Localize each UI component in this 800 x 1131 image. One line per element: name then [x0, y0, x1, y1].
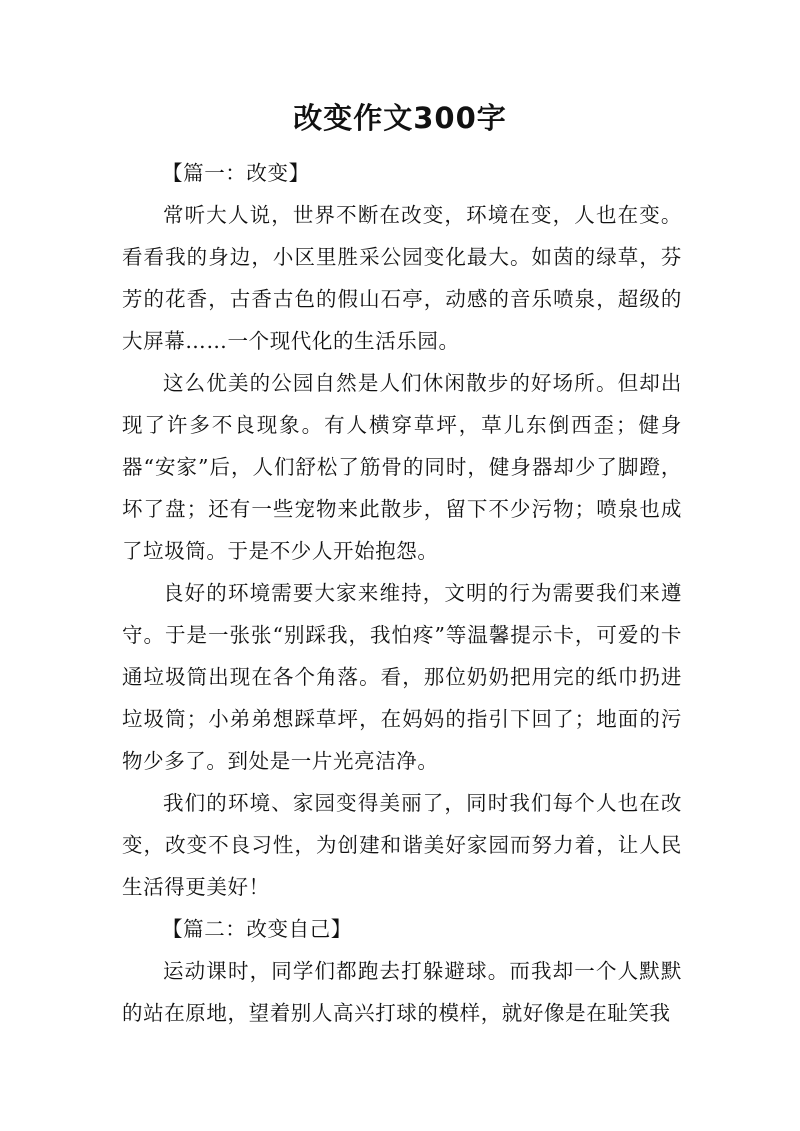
document-body [122, 152, 682, 1034]
document-title: 改变作文300字 [293, 101, 507, 135]
section-1-heading: 【篇一：改变】 [162, 161, 310, 185]
section-1-paragraph-1: 常听大人说，世界不断在改变，环境在变，人也在变。看看我的身边，小区里胜采公园变化最大。如茵的绿草，芬芳的花香，古香古色的假山石亭，动感的音乐喷泉，超级的大屏幕……一个现代化的生活乐园。 [122, 203, 682, 353]
section-1-paragraph-3: 良好的环境需要大家来维持，文明的行为需要我们来遵守。于是一张张“别踩我，我怕疼”等温馨提示卡，可爱的卡通垃圾筒出现在各个角落。看，那位奶奶把用完的纸巾扔进垃圾筒；小弟弟想踩草坪，在妈妈的指引下回了；地面的污物少多了。到处是一片光亮洁净。 [122, 581, 682, 773]
section-1-paragraph-2: 这么优美的公园自然是人们休闲散步的好场所。但却出现了许多不良现象。有人横穿草坪，草儿东倒西歪；健身器“安家”后，人们舒松了筋骨的同时，健身器却少了脚蹬，坏了盘；还有一些宠物来此散步，留下不少污物；喷泉也成了垃圾筒。于是不少人开始抱怨。 [122, 371, 682, 563]
section-2-paragraph-1: 运动课时，同学们都跑去打躲避球。而我却一个人默默的站在原地，望着别人高兴打球的模样，就好像是在耻笑我 [122, 959, 682, 1025]
section-2-heading: 【篇二：改变自己】 [162, 917, 352, 941]
section-1-paragraph-4: 我们的环境、家园变得美丽了，同时我们每个人也在改变，改变不良习性，为创建和谐美好家园而努力着，让人民生活得更美好！ [122, 791, 682, 899]
